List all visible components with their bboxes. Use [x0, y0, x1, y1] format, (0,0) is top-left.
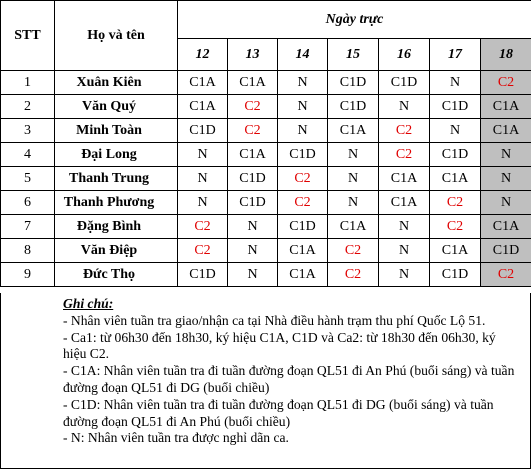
- employee-name: Xuân Kiên: [55, 71, 178, 95]
- shift-cell: N: [481, 143, 531, 167]
- row-stt: 6: [1, 191, 55, 215]
- shift-cell: C1A: [278, 239, 328, 263]
- shift-cell: C1D: [278, 215, 328, 239]
- shift-cell: N: [228, 239, 278, 263]
- shift-cell: C1A: [481, 119, 531, 143]
- shift-cell: C1D: [481, 239, 531, 263]
- row-stt: 3: [1, 119, 55, 143]
- note-line: - C1A: Nhân viên tuần tra đi tuần đường đoạn QL51 đi An Phú (buổi sáng) và tuần đường đoạn QL51 đi DG (buổi chiều): [63, 363, 515, 395]
- shift-cell: C1A: [278, 263, 328, 287]
- shift-cell: N: [328, 143, 379, 167]
- day-header-16: 16: [379, 39, 430, 71]
- row-stt: 4: [1, 143, 55, 167]
- day-header-15: 15: [328, 39, 379, 71]
- shift-cell: C2: [481, 71, 531, 95]
- table-row: [1, 239, 531, 263]
- shift-cell: N: [278, 71, 328, 95]
- shift-cell: N: [228, 215, 278, 239]
- employee-name: Đức Thọ: [55, 263, 178, 287]
- table-row: [1, 95, 531, 119]
- employee-name: Minh Toàn: [55, 119, 178, 143]
- shift-cell: C1D: [430, 143, 481, 167]
- shift-cell: C2: [178, 215, 228, 239]
- row-stt: 2: [1, 95, 55, 119]
- shift-cell: C2: [430, 215, 481, 239]
- table-row: [1, 263, 531, 287]
- shift-cell: C1D: [430, 263, 481, 287]
- header-stt: STT: [1, 1, 55, 71]
- shift-cell: C2: [178, 239, 228, 263]
- table-row: [1, 119, 531, 143]
- note-line: - C1D: Nhân viên tuần tra đi tuần đường đoạn QL51 đi DG (buổi sáng) và tuần đường đoạn QL51 đi An Phú (buổi chiều): [63, 396, 494, 429]
- shift-cell: C1D: [178, 119, 228, 143]
- shift-cell: C1D: [228, 167, 278, 191]
- shift-cell: C2: [228, 119, 278, 143]
- shift-cell: C1A: [178, 71, 228, 95]
- shift-cell: C2: [228, 95, 278, 119]
- shift-cell: N: [278, 95, 328, 119]
- shift-cell: C2: [481, 263, 531, 287]
- day-header-14: 14: [278, 39, 328, 71]
- shift-cell: C1A: [178, 95, 228, 119]
- shift-cell: C1D: [379, 71, 430, 95]
- shift-cell: C2: [278, 167, 328, 191]
- shift-cell: C1A: [379, 191, 430, 215]
- employee-name: Đại Long: [55, 143, 178, 167]
- table-row: [1, 191, 531, 215]
- employee-name: Văn Điệp: [55, 239, 178, 263]
- row-stt: 7: [1, 215, 55, 239]
- shift-cell: N: [481, 167, 531, 191]
- shift-cell: C1A: [430, 239, 481, 263]
- employee-name: Thanh Phương: [55, 191, 178, 215]
- shift-cell: N: [430, 71, 481, 95]
- shift-cell: N: [178, 167, 228, 191]
- row-stt: 8: [1, 239, 55, 263]
- shift-cell: C2: [379, 143, 430, 167]
- shift-cell: C1A: [328, 215, 379, 239]
- shift-cell: N: [379, 239, 430, 263]
- shift-cell: N: [278, 119, 328, 143]
- shift-cell: C1A: [430, 167, 481, 191]
- shift-cell: N: [178, 143, 228, 167]
- note-line: - Ca1: từ 06h30 đến 18h30, ký hiệu C1A, C1D và Ca2: từ 18h30 đến 06h30, ký hiệu C2.: [63, 329, 496, 362]
- notes-title: Ghi chú:: [63, 296, 114, 311]
- employee-name: Đặng Bình: [55, 215, 178, 239]
- shift-cell: N: [379, 95, 430, 119]
- shift-cell: N: [481, 191, 531, 215]
- notes-section: [0, 293, 531, 469]
- shift-cell: C1A: [228, 71, 278, 95]
- header-name: Họ và tên: [55, 1, 178, 71]
- shift-cell: C2: [278, 191, 328, 215]
- day-header-17: 17: [430, 39, 481, 71]
- table-row: [1, 167, 531, 191]
- shift-cell: C1A: [328, 119, 379, 143]
- row-stt: 1: [1, 71, 55, 95]
- day-header-18: 18: [481, 39, 531, 71]
- shift-cell: N: [379, 215, 430, 239]
- shift-cell: C2: [328, 239, 379, 263]
- employee-name: Thanh Trung: [55, 167, 178, 191]
- shift-cell: C1D: [328, 71, 379, 95]
- shift-cell: C2: [430, 191, 481, 215]
- shift-cell: N: [379, 263, 430, 287]
- shift-cell: C1D: [278, 143, 328, 167]
- shift-cell: C1A: [379, 167, 430, 191]
- table-row: [1, 143, 531, 167]
- employee-name: Văn Quý: [55, 95, 178, 119]
- row-stt: 5: [1, 167, 55, 191]
- shift-cell: N: [228, 263, 278, 287]
- shift-cell: C1D: [328, 95, 379, 119]
- note-line: - Nhân viên tuần tra giao/nhận ca tại Nhà điều hành trạm thu phí Quốc Lộ 51.: [63, 312, 486, 328]
- day-header-12: 12: [178, 39, 228, 71]
- shift-cell: N: [178, 191, 228, 215]
- day-header-13: 13: [228, 39, 278, 71]
- header-duty-days: Ngày trực: [178, 1, 531, 39]
- row-stt: 9: [1, 263, 55, 287]
- shift-cell: C1D: [430, 95, 481, 119]
- shift-cell: N: [328, 167, 379, 191]
- table-row: [1, 215, 531, 239]
- shift-cell: C1A: [481, 95, 531, 119]
- shift-cell: C1A: [228, 143, 278, 167]
- shift-cell: C1A: [481, 215, 531, 239]
- shift-cell: N: [430, 119, 481, 143]
- shift-cell: C1D: [228, 191, 278, 215]
- shift-cell: C2: [328, 263, 379, 287]
- shift-cell: C2: [379, 119, 430, 143]
- table-row: [1, 71, 531, 95]
- shift-cell: C1D: [178, 263, 228, 287]
- shift-cell: N: [328, 191, 379, 215]
- note-line: - N: Nhân viên tuần tra được nghỉ dãn ca.: [63, 430, 289, 446]
